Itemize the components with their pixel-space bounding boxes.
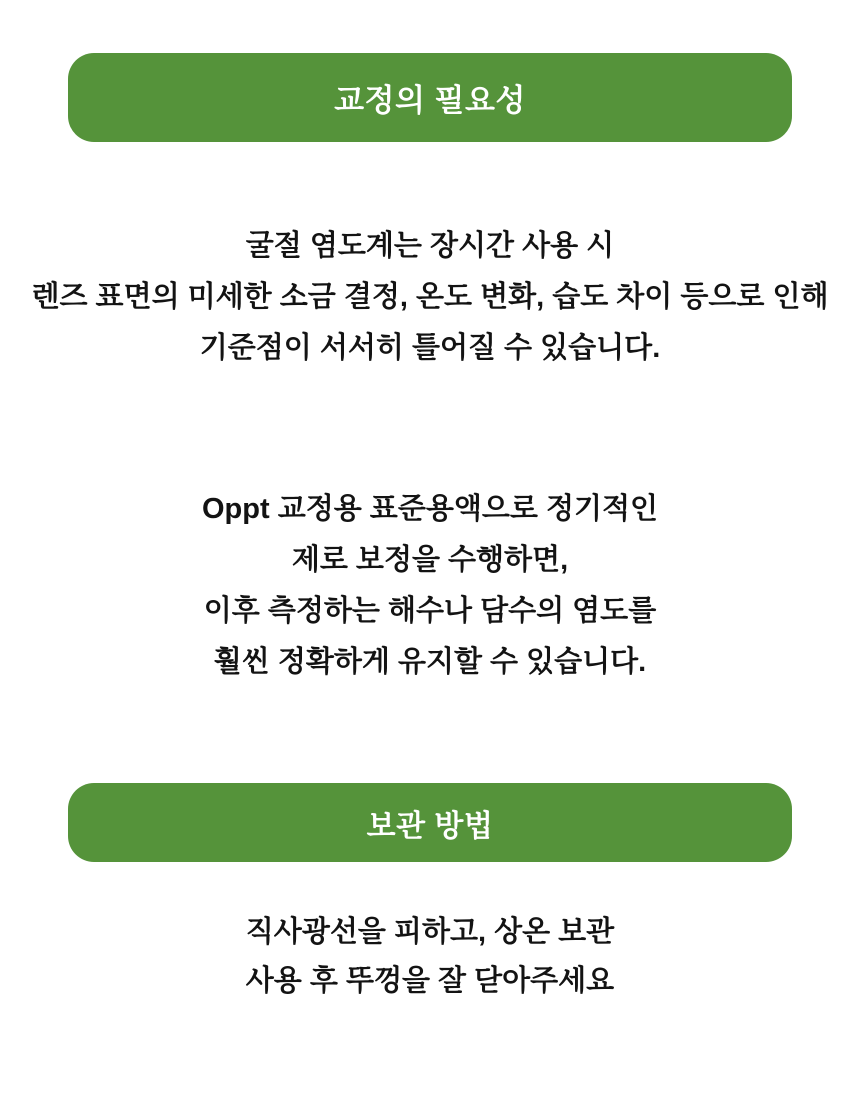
section-banner-storage [68,783,792,862]
calibration-paragraph-two-line-1: Oppt 교정용 표준용액으로 정기적인 [202,493,658,525]
banner-title-calibration: 교정의 필요성 [334,83,526,118]
storage-instructions [0,908,860,1006]
calibration-paragraph-one-line-3: 기준점이 서서히 틀어질 수 있습니다. [199,332,661,364]
calibration-paragraph-one-line-1: 굴절 염도계는 장시간 사용 시 [245,230,615,262]
calibration-paragraph-two [0,484,860,688]
storage-instruction-line-2: 사용 후 뚜껑을 잘 닫아주세요 [245,965,615,997]
calibration-paragraph-one [0,221,860,374]
banner-title-storage: 보관 방법 [366,809,494,843]
calibration-paragraph-one-line-2: 렌즈 표면의 미세한 소금 결정, 온도 변화, 습도 차이 등으로 인해 [31,281,829,313]
calibration-paragraph-two-line-4: 훨씬 정확하게 유지할 수 있습니다. [213,646,647,678]
calibration-paragraph-two-line-2: 제로 보정을 수행하면, [291,544,569,576]
calibration-paragraph-two-line-3: 이후 측정하는 해수나 담수의 염도를 [203,595,657,627]
section-banner-calibration [68,53,792,142]
storage-instruction-line-1: 직사광선을 피하고, 상온 보관 [245,916,615,948]
